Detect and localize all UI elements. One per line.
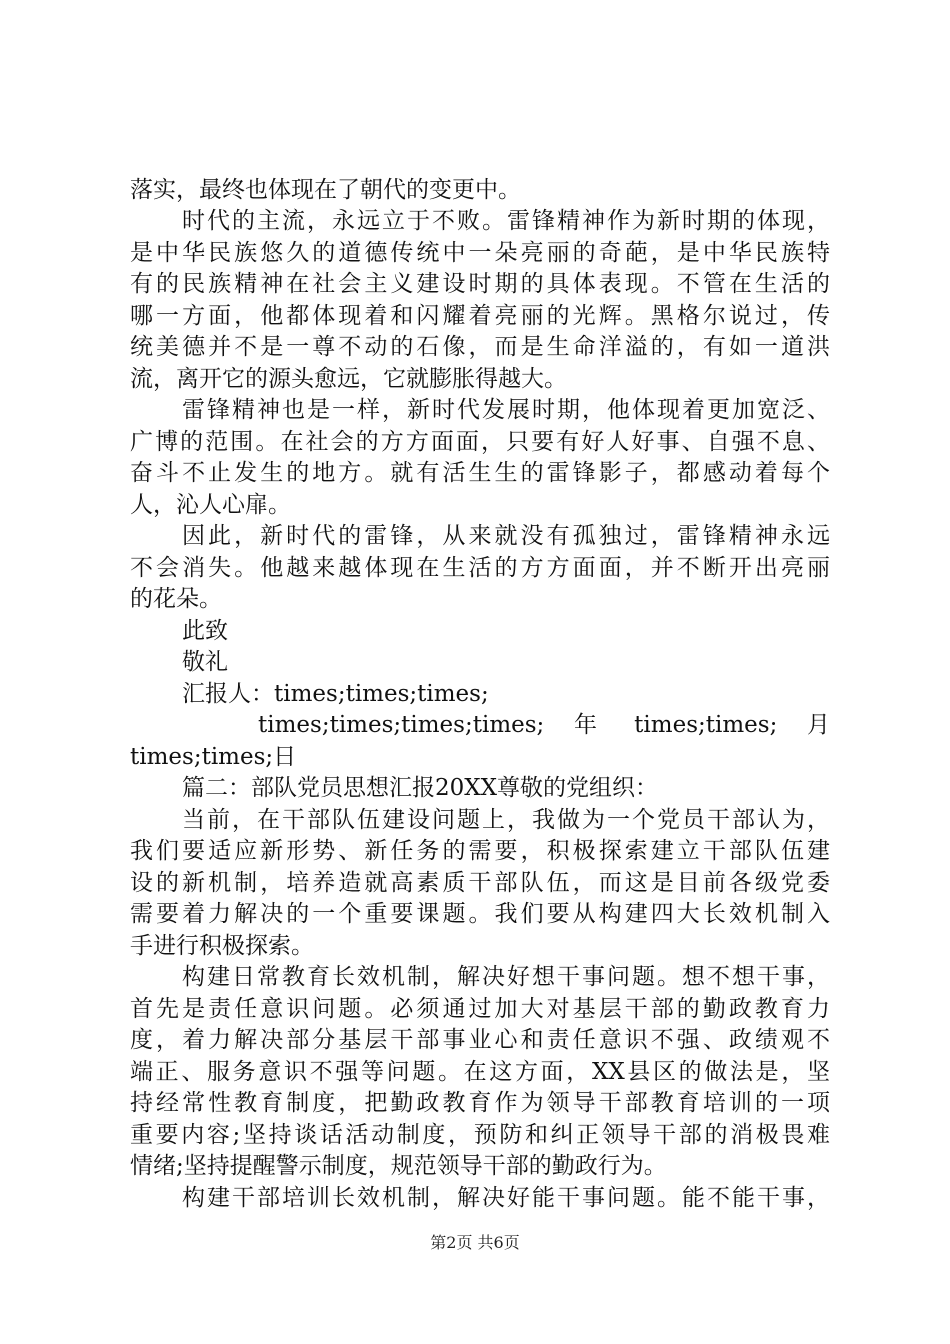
text-line: 重要内容;坚持谈话活动制度，预防和纠正领导干部的消极畏难	[130, 1122, 830, 1148]
text-line: 哪一方面，他都体现着和闪耀着亮丽的光辉。黑格尔说过，传	[130, 303, 830, 329]
reporter-line: 汇报人：times;times;times;	[182, 681, 489, 707]
text-line: 是中华民族悠久的道德传统中一朵亮丽的奇葩，是中华民族特	[130, 240, 830, 266]
text-line: 我们要适应新形势、新任务的需要，积极探索建立干部队伍建	[130, 838, 830, 864]
text-line: 设的新机制，培养造就高素质干部队伍，而这是目前各级党委	[130, 870, 830, 896]
page-number: 第2页 共6页	[430, 1233, 520, 1252]
text-line: 有的民族精神在社会主义建设时期的具体表现。不管在生活的	[130, 271, 830, 297]
text-line: 雷锋精神也是一样，新时代发展时期，他体现着更加宽泛、	[182, 397, 830, 423]
text-line: 情绪;坚持提醒警示制度，规范领导干部的勤政行为。	[130, 1153, 667, 1179]
date-line-continued: times;times;日	[130, 744, 297, 770]
text-line: 时代的主流，永远立于不败。雷锋精神作为新时期的体现，	[182, 208, 830, 234]
text-line: 的花朵。	[130, 586, 222, 612]
text-line: 流，离开它的源头愈远，它就膨胀得越大。	[130, 366, 567, 392]
text-line: 不会消失。他越来越体现在生活的方方面面，并不断开出亮丽	[130, 555, 830, 581]
closing-regards: 敬礼	[182, 649, 228, 675]
text-line: 端正、服务意识不强等问题。在这方面，XX县区的做法是，坚	[130, 1059, 830, 1085]
section-heading: 篇二：部队党员思想汇报20XX尊敬的党组织：	[182, 775, 659, 801]
text-line: 手进行积极探索。	[130, 933, 314, 959]
text-line: 落实，最终也体现在了朝代的变更中。	[130, 177, 521, 203]
text-line: 人，沁人心扉。	[130, 492, 291, 518]
text-line: 构建日常教育长效机制，解决好想干事问题。想不想干事，	[182, 964, 830, 990]
text-line: 当前，在干部队伍建设问题上，我做为一个党员干部认为，	[182, 807, 830, 833]
text-line: 统美德并不是一尊不动的石像，而是生命洋溢的，有如一道洪	[130, 334, 830, 360]
closing-salutation: 此致	[182, 618, 228, 644]
date-line: times;times;times;times; 年 times;times; 月	[258, 712, 830, 738]
text-line: 首先是责任意识问题。必须通过加大对基层干部的勤政教育力	[130, 996, 830, 1022]
text-line: 度，着力解决部分基层干部事业心和责任意识不强、政绩观不	[130, 1027, 830, 1053]
text-line: 奋斗不止发生的地方。就有活生生的雷锋影子，都感动着每个	[130, 460, 830, 486]
text-line: 需要着力解决的一个重要课题。我们要从构建四大长效机制入	[130, 901, 830, 927]
text-line: 广博的范围。在社会的方方面面，只要有好人好事、自强不息、	[130, 429, 830, 455]
text-line: 因此，新时代的雷锋，从来就没有孤独过，雷锋精神永远	[182, 523, 830, 549]
text-line: 持经常性教育制度，把勤政教育作为领导干部教育培训的一项	[130, 1090, 830, 1116]
text-line: 构建干部培训长效机制，解决好能干事问题。能不能干事，	[182, 1185, 830, 1211]
